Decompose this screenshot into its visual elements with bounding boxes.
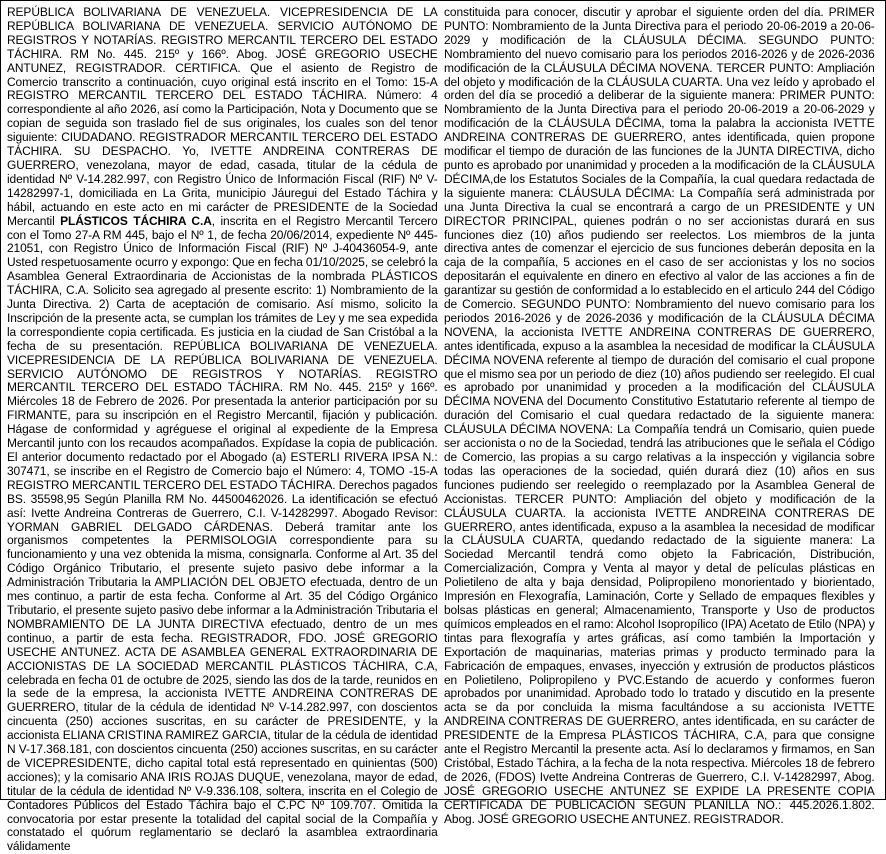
right-column-text: constituida para conocer, discutir y aprobar el siguiente orden del día. PRIMER PUNTO: Nombramiento de la Junta Directiva para el periodo 20-06-2019 a 20-06-2029 y modificación de la CLÁUSULA DÉCIMA. SEGUNDO PUNTO: Nombramiento del nuevo comisario para los periodos 2016-2026 y de 2026-2036 modificación de la CLÁUSULA DÉCIMA NOVENA. TERCER PUNTO: Ampliación del objeto y modificación de la CLÁUSULA CUARTA. Una vez leído y aprobado el orden del día se procedió a deliberar de la siguiente manera: PRIMER PUNTO: Nombramiento de la Junta Directiva para el periodo 20-06-2019 a 20-06-2029 y modificación de la CLÁUSULA DÉCIMA, toma la palabra la accionista IVETTE ANDREINA CONTRERAS DE GUERRERO, antes identificada, quien propone modificar el tiempo de duración de las funciones de la JUNTA DIRECTIVA, dicho punto es aprobado por unanimidad y proceden a la modificación de la CLÁUSULA DÉCIMA,de los Estatutos Sociales de la Compañía, la cual quedara redactada de la siguiente manera: CLÁUSULA DÉCIMA: La Compañía será administrada por una Junta Directiva la cual se encontrará a cargo de un PRESIDENTE y UN DIRECTOR PRINCIPAL, quienes podrán o no ser accionistas durará en sus funciones diez (10) años pudiendo ser reelectos. Los miembros de la junta directiva antes de comenzar el ejercicio de sus funciones deberán deposita en la caja de la compañía, 5 acciones en el caso de ser accionistas y los no socios depositarán el equivalente en dinero en efectivo al valor de las acciones a fin de garantizar su gestión de conformidad a lo establecido en el articulo 244 del Código de Comercio. SEGUNDO PUNTO: Nombramiento del nuevo comisario para los periodos 2016-2026 y de 2026-2036 y modificación de la CLÁUSULA DÉCIMA NOVENA, la accionista IVETTE ANDREINA CONTRERAS DE GUERRERO, antes identificada, expuso a la asamblea la necesidad de modificar la CLÁUSULA DÉCIMA NOVENA referente al tiempo de duración del comisario el cual propone que el mismo sea por un periodo de diez (10) años pudiendo ser reelegido. El cual es aprobado por unanimidad y proceden a la modificación del CLÁUSULA DÉCIMA NOVENA del Documento Constitutivo Estatutario referente al tiempo de duración del Comisario el cual quedara redactado de la siguiente manera: CLÁUSULA DÉCIMA NOVENA: La Compañía tendrá un Comisario, quien puede ser accionista o no de la Sociedad, tendrá las atribuciones que le señala el Código de Comercio, las propias a su cargo relativas a la inspección y vigilancia sobre todas las operaciones de la sociedad, quién durará diez (10) años en sus funciones pudiendo ser reelegido o reemplazado por la Asamblea General de Accionistas. TERCER PUNTO: Ampliación del objeto y modificación de la CLÁUSULA CUARTA. la accionista IVETTE ANDREINA CONTRERAS DE GUERRERO, antes identificada, expuso a la asamblea la necesidad de modificar la CLÁUSULA CUARTA, quedando redactado de la siguiente manera: La Sociedad Mercantil tendrá como objeto la Fabricación, Distribución, Comercialización, Compra y Venta al mayor y detal de películas plásticas en Polietileno de alta y baja densidad, Polipropileno monorientado y biorientado, Impresión en Flexografía, Laminación, Corte y Sellado de empaques flexibles y bolsas plásticas en general; Almacenamiento, Transporte y Uso de productos químicos empleados en el ramo: Alcohol Isopropílico (IPA) Acetato de Etilo (NPA) y tintas para flexografía y artes gráficas, así como también la Importación y Exportación de maquinarias, materias primas y producto terminado para la Fabricación de empaques, envases, inyección y extrusión de productos plásticos en Polietileno, Polipropileno y PVC.Estando de acuerdo y conformes fueron aprobados por unanimidad. Aprobado todo lo tratado y discutido en la presente acta se da por concluida la misma facultándose a su accionista IVETTE ANDREINA CONTRERAS DE GUERRERO, antes identificada, en su carácter de PRESIDENTE de la Empresa PLÁSTICOS TÁCHIRA, C.A, para que consigne ante el Registro Mercantil la presente acta. Así lo declaramos y firmamos, en San Cristóbal, Estado Táchira, a la fecha de la nota respectiva. Miércoles 18 de febrero de 2026, (FDOS) Ivette Andreina Contreras de Guerrero, C.I. V-14282997, Abog. JOSÉ GREGORIO USECHE ANTUNEZ SE EXPIDE LA PRESENTE COPIA CERTIFICADA DE PUBLICACIÓN SEGÚN PLANILLA NO.: 445.2026.1.802. Abog. JOSÉ GREGORIO USECHE ANTUNEZ. REGISTRADOR. — [444, 5, 875, 826]
left-column-text — [7, 6, 438, 854]
left-column — [7, 5, 438, 854]
notice-columns — [7, 5, 879, 854]
left-text-part2: , inscrita en el Registro Mercantil Tercero con el Tomo 27-A RM 445, bajo el Nº 1, de fecha 20/06/2014, expediente Nº 445-21051, con Registro Único de Información Fiscal (RIF) Nº J-40436054-9, ante Usted respetuosamente ocurro y expongo: Que en fecha 01/10/2025, se celebró la Asamblea General Extraordinaria de Accionistas de la nombrada PLÁSTICOS TÁCHIRA, C.A. Solicito sea agregado al presente escrito: 1) Nombramiento de la Junta Directiva. 2) Carta de aceptación de comisario. Así mismo, solicito la Inscripción de la presente acta, se cumplan los trámites de Ley y me sea expedida la correspondiente copia certificada. Es justicia en la ciudad de San Cristóbal a la fecha de su presentación. REPÚBLICA BOLIVARIANA DE VENEZUELA. VICEPRESIDENCIA DE LA REPÚBLICA BOLIVARIANA DE VENEZUELA. SERVICIO AUTÓNOMO DE REGISTROS Y NOTARÍAS. REGISTRO MERCANTIL TERCERO DEL ESTADO TÁCHIRA. RM No. 445. 215º y 166º. Miércoles 18 de Febrero de 2026. Por presentada la anterior participación por su FIRMANTE, para su inscripción en el Registro Mercantil, fijación y publicación. Hágase de conformidad y agréguese el original al expediente de la Empresa Mercantil junto con los recaudos acompañados. Expídase la copia de publicación. El anterior documento redactado por el Abogado (a) ESTERLI RIVERA IPSA N.: 307471, se inscribe en el Registro de Comercio bajo el Número: 4, TOMO -15-A REGISTRO MERCANTIL TERCERO DEL ESTADO TÁCHIRA. Derechos pagados BS. 35598,95 Según Planilla RM No. 44500462026. La identificación se efectuó así: Ivette Andreina Contreras de Guerrero, C.I. V-14282997. Abogado Revisor: YORMAN GABRIEL DELGADO CÁRDENAS. Deberá tramitar ante los organismos competentes la PERMISOLOGIA correspondiente para su funcionamiento y una vez obtenida la misma, consignarla. Conforme al Art. 35 del Código Orgánico Tributario, el presente sujeto pasivo debe informar a la Administración Tributaria la AMPLIACIÓN DEL OBJETO efectuada, dentro de un mes continuo, a partir de esta fecha. Conforme al Art. 35 del Código Orgánico Tributario, el presente sujeto pasivo debe informar a la Administración Tributaria el NOMBRAMIENTO DE LA JUNTA DIRECTIVA efectuado, dentro de un mes continuo, a partir de esta fecha. REGISTRADOR, FDO. JOSÉ GREGORIO USECHE ANTUNEZ. ACTA DE ASAMBLEA GENERAL EXTRAORDINARIA DE ACCIONISTAS DE LA SOCIEDAD MERCANTIL PLÁSTICOS TÁCHIRA, C.A, celebrada en fecha 01 de octubre de 2025, siendo las dos de la tarde, reunidos en la sede de la empresa, la accionista IVETTE ANDREINA CONTRERAS DE GUERRERO, titular de la cédula de identidad Nº V-14.282.997, con doscientos cincuenta (250) acciones suscritas, en su carácter de PRESIDENTE, y la accionista ELIANA CRISTINA RAMIREZ GARCIA, titular de la cédula de identidad N V-17.368.181, con doscientos cincuenta (250) acciones suscritas, en su carácter de VICEPRESIDENTE, dicho capital total está representado en quinientas (500) acciones); y la comisario ANA IRIS ROJAS DUQUE, venezolana, mayor de edad, titular de la cédula de identidad Nº V-9.336.108, soltera, inscrita en el Colegio de Contadores Públicos del Estado Táchira bajo el C.PC Nº 109.707. Omitida la convocatoria por estar presente la totalidad del capital social de la Compañía y constatado el quórum reglamentario se declaró la asamblea extraordinaria válidamente — [7, 213, 438, 854]
company-name-bold: PLÁSTICOS TÁCHIRA C.A — [60, 213, 212, 228]
left-text-part1: REPÚBLICA BOLIVARIANA DE VENEZUELA. VICEPRESIDENCIA DE LA REPÚBLICA BOLIVARIANA DE VENEZUELA. SERVICIO AUTÓNOMO DE REGISTROS Y NOTARÍAS. REGISTRO MERCANTIL TERCERO DEL ESTADO TÁCHIRA. RM No. 445. 215º y 166º. Abog. JOSÉ GREGORIO USECHE ANTUNEZ, REGISTRADOR. CERTIFICA. Que el asiento de Registro de Comercio transcrito a continuación, cuyo original está inscrito en el Tomo: 15-A REGISTRO MERCANTIL TERCERO DEL ESTADO TÁCHIRA. Número: 4 correspondiente al año 2026, así como la Participación, Nota y Documento que se copian de seguida son traslado fiel de sus originales, los cuales son del tenor siguiente: CIUDADANO. REGISTRADOR MERCANTIL TERCERO DEL ESTADO TÁCHIRA. SU DESPACHO. Yo, IVETTE ANDREINA CONTRERAS DE GUERRERO, venezolana, mayor de edad, casada, titular de la cédula de identidad Nº V-14.282.997, con Registro Único de Información Fiscal (RIF) Nº V-14282997-1, domiciliada en La Grita, municipio Jáuregui del Estado Táchira y hábil, actuando en este acto en mi carácter de PRESIDENTE de la Sociedad Mercantil — [7, 5, 438, 228]
right-column — [444, 5, 875, 826]
